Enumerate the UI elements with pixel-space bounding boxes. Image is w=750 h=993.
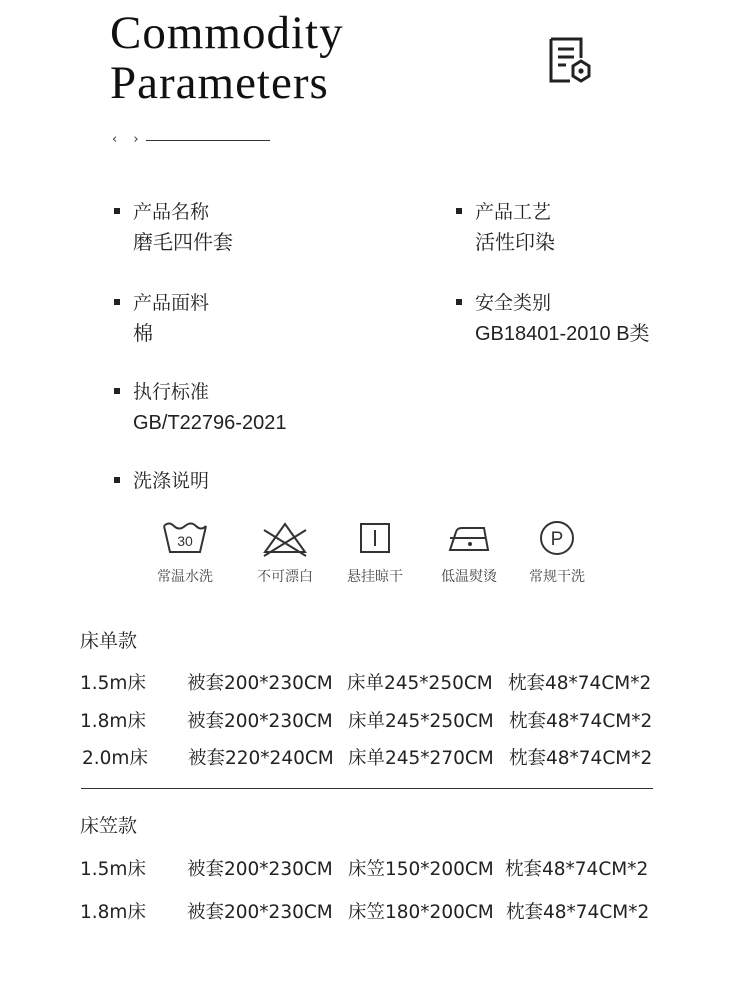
table-row [80,669,660,697]
param-label: 安全类别 [475,292,552,314]
pillowcase-size: 枕套48*74CM*2 [505,859,649,880]
no-bleach-icon [260,518,310,558]
param-product-process [475,198,555,257]
wash-temp-text: 30 [177,533,193,549]
bullet [114,477,120,483]
sheet-size: 床单245*270CM [348,748,494,769]
param-label: 产品名称 [133,201,210,223]
care-item-iron [424,518,514,586]
bullet [114,388,120,394]
iron-low-icon [444,518,494,558]
title-line-1: Commodity [110,7,344,59]
fitted-sheet-size: 床笠180*200CM [348,902,494,923]
care-label: 常规干洗 [529,569,585,585]
care-item-no-bleach [240,518,330,586]
section-divider [81,788,653,789]
pillowcase-size: 枕套48*74CM*2 [509,711,653,732]
param-value: 磨毛四件套 [133,232,233,254]
param-label: 执行标准 [133,381,210,403]
duvet-size: 被套200*230CM [187,673,333,694]
bullet [456,208,462,214]
care-label: 悬挂晾干 [347,569,403,585]
param-value: GB/T22796-2021 [133,412,287,434]
param-product-name [133,198,233,257]
bullet [114,208,120,214]
param-value: 棉 [133,323,153,345]
pillowcase-size: 枕套48*74CM*2 [508,673,652,694]
bed-size: 1.8m床 [80,902,146,923]
param-label: 产品面料 [133,292,210,314]
care-item-wash [140,518,230,586]
duvet-size: 被套200*230CM [187,859,333,880]
bullet [456,299,462,305]
title-underline [146,140,270,141]
care-item-dry-clean [512,518,602,586]
dry-clean-letter: P [550,529,564,550]
section-title-fitted: 床笠款 [80,815,138,837]
dry-clean-p-icon [532,518,582,558]
bullet [114,299,120,305]
bed-size: 1.5m床 [80,673,146,694]
param-standard [133,378,286,437]
care-label: 不可漂白 [257,569,313,585]
pager-arrows[interactable]: ‹ › [112,132,145,147]
param-fabric [133,289,209,348]
hang-dry-icon [350,518,400,558]
section-title-sheet: 床单款 [80,630,138,652]
page-title [110,8,344,108]
duvet-size: 被套200*230CM [187,902,333,923]
care-item-hang-dry [330,518,420,586]
bed-size: 1.5m床 [80,859,146,880]
pillowcase-size: 枕套48*74CM*2 [506,902,650,923]
duvet-size: 被套200*230CM [187,711,333,732]
sheet-size: 床单245*250CM [347,673,493,694]
bed-size: 2.0m床 [82,748,148,769]
param-wash-instructions [133,467,209,495]
table-row [80,707,660,735]
document-settings-icon [548,36,592,84]
table-row [80,744,660,772]
param-value: GB18401-2010 B类 [475,323,650,345]
param-value: 活性印染 [475,232,555,254]
sheet-size: 床单245*250CM [348,711,494,732]
title-line-2: Parameters [110,57,329,109]
care-label: 低温熨烫 [441,569,497,585]
param-label: 产品工艺 [475,201,552,223]
bed-size: 1.8m床 [80,711,146,732]
care-label: 常温水洗 [157,569,213,585]
pillowcase-size: 枕套48*74CM*2 [509,748,653,769]
table-row [80,898,660,926]
duvet-size: 被套220*240CM [188,748,334,769]
wash-30-icon [160,518,210,558]
param-safety-class [475,289,650,348]
fitted-sheet-size: 床笠150*200CM [348,859,494,880]
param-label: 洗涤说明 [133,470,210,492]
table-row [80,855,660,883]
